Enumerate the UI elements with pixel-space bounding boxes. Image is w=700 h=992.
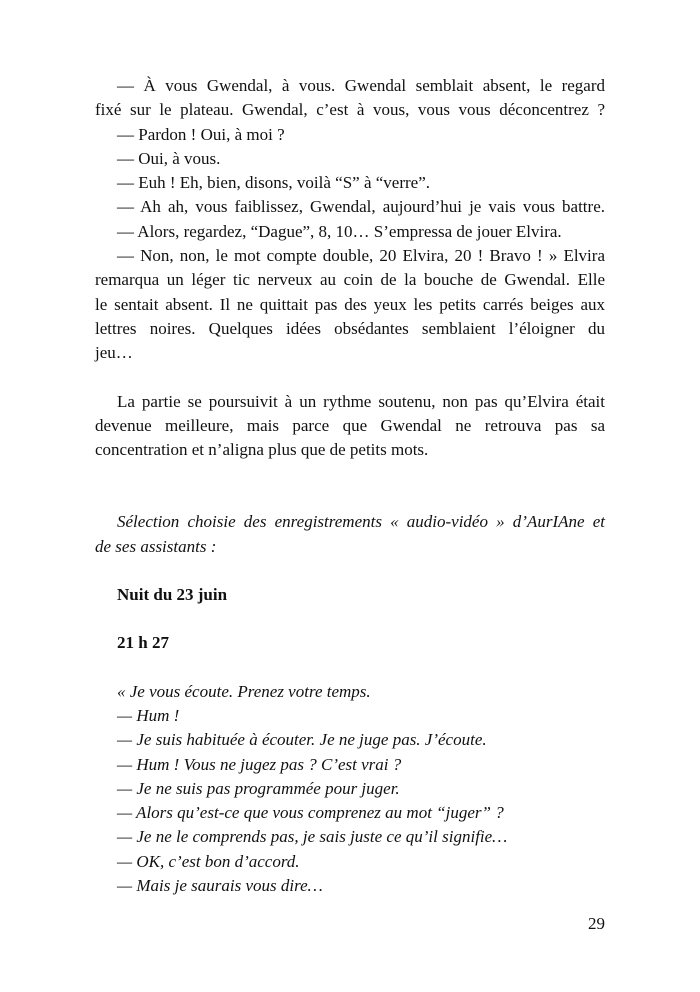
text-line: concentration et n’aligna plus que de petits mots. xyxy=(95,440,429,460)
transcript-line: — Hum ! xyxy=(117,705,180,725)
text-line: — Non, non, le mot compte double, 20 Elvira, 20 ! Bravo ! » Elvira xyxy=(117,246,605,266)
transcript-line: — Je suis habituée à écouter. Je ne juge pas. J’écoute. xyxy=(117,730,487,750)
section-heading-time: 21 h 27 xyxy=(117,633,169,653)
paragraph-section xyxy=(95,390,605,463)
text-line: — Euh ! Eh, bien, disons, voilà “S” à “verre”. xyxy=(117,173,430,193)
text-line: lettres noires. Quelques idées obsédantes semblaient l’éloigner du xyxy=(95,318,605,338)
page-number: 29 xyxy=(588,914,605,933)
dialogue-section xyxy=(95,74,605,366)
text-line: remarqua un léger tic nerveux au coin de la bouche de Gwendal. Elle xyxy=(95,270,605,290)
selection-section xyxy=(95,510,605,559)
transcript-line: — Hum ! Vous ne jugez pas ? C’est vrai ? xyxy=(117,754,402,774)
text-line: de ses assistants : xyxy=(95,536,217,556)
text-line: jeu… xyxy=(95,343,133,363)
transcript-line: — Mais je saurais vous dire… xyxy=(117,876,323,896)
transcript-line: — Je ne suis pas programmée pour juger. xyxy=(117,778,400,798)
transcript-line: — OK, c’est bon d’accord. xyxy=(117,851,300,871)
text-line: Sélection choisie des enregistrements « audio-vidéo » d’AurIAne et xyxy=(117,512,605,532)
transcript-line: — Alors qu’est-ce que vous comprenez au mot “juger” ? xyxy=(117,803,504,823)
text-line: — Alors, regardez, “Dague”, 8, 10… S’empressa de jouer Elvira. xyxy=(117,221,562,241)
text-line: — Pardon ! Oui, à moi ? xyxy=(117,124,285,144)
section-heading-date: Nuit du 23 juin xyxy=(117,585,228,605)
text-line: fixé sur le plateau. Gwendal, c’est à vous, vous vous déconcentrez ? xyxy=(95,100,605,120)
transcript-line: — Je ne le comprends pas, je sais juste ce qu’il signifie… xyxy=(117,827,508,847)
transcript-line: « Je vous écoute. Prenez votre temps. xyxy=(117,681,371,701)
text-line: — Ah ah, vous faiblissez, Gwendal, aujourd’hui je vais vous battre. xyxy=(117,197,605,217)
text-line: le sentait absent. Il ne quittait pas des yeux les petits carrés beiges aux xyxy=(95,294,605,314)
text-line: — Oui, à vous. xyxy=(117,148,221,168)
text-line: La partie se poursuivit à un rythme soutenu, non pas qu’Elvira était xyxy=(117,391,605,411)
page-body xyxy=(95,74,605,898)
transcript-section xyxy=(95,680,605,899)
text-line: devenue meilleure, mais parce que Gwendal ne retrouva pas sa xyxy=(95,415,605,435)
text-line: — À vous Gwendal, à vous. Gwendal semblait absent, le regard xyxy=(117,76,605,95)
